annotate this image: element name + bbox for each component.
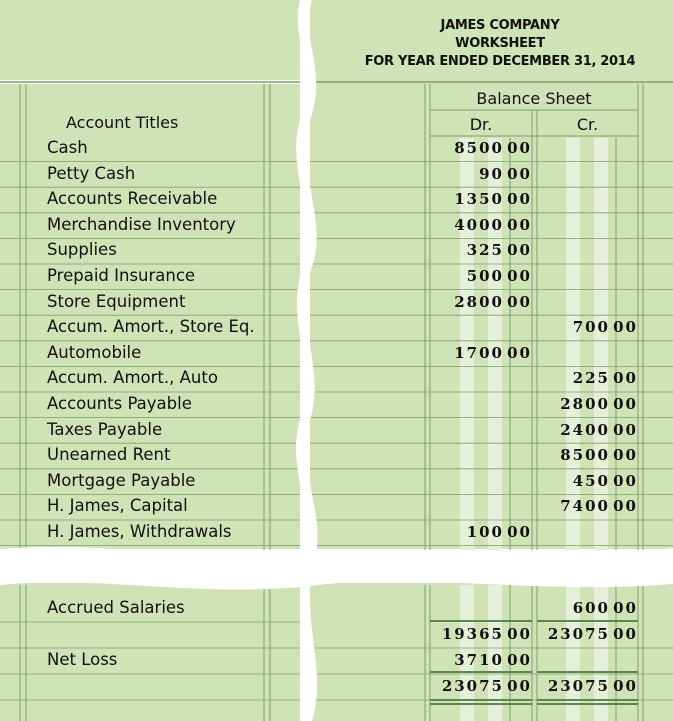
credit-cents	[612, 238, 638, 262]
credit-cents	[612, 162, 638, 186]
net-loss-dr-dollars: 3710	[454, 651, 504, 669]
credit-dollars: 8500	[560, 446, 610, 465]
debit-dollars: 90	[479, 164, 504, 183]
credit-cents	[612, 520, 638, 544]
debit-dollars: 4000	[454, 215, 504, 234]
credit-cents: 00	[613, 395, 638, 413]
accrued-salaries-cr-dollars: 600	[572, 599, 610, 617]
account-title: Automobile	[47, 342, 142, 362]
account-title: Prepaid Insurance	[47, 266, 196, 285]
debit-cents	[506, 392, 532, 416]
debit-cents: 00	[507, 292, 532, 311]
account-title: Accum. Amort., Store Eq.	[47, 317, 255, 337]
account-title: Accounts Receivable	[47, 189, 218, 209]
account-title: Accounts Payable	[47, 394, 192, 413]
net-loss-dr-cents: 00	[507, 651, 532, 669]
credit-dollars	[537, 520, 610, 544]
debit-cents: 00	[507, 523, 532, 541]
account-title: H. James, Capital	[47, 496, 188, 516]
credit-dollars: 2800	[560, 395, 610, 413]
debit-dollars: 1700	[454, 343, 504, 362]
debit-dollars: 2800	[454, 292, 504, 311]
period-label: FOR YEAR ENDED DECEMBER 31, 2014	[364, 54, 636, 69]
credit-cents: 00	[613, 318, 638, 337]
account-title: Cash	[47, 138, 88, 157]
total-cr-dollars: 23075	[547, 677, 610, 695]
accrued-salaries-label: Accrued Salaries	[47, 598, 185, 617]
debit-cents	[506, 443, 532, 467]
account-title: Mortgage Payable	[47, 470, 196, 490]
debit-cents: 00	[507, 164, 532, 183]
credit-dollars	[537, 264, 610, 288]
debit-dollars: 1350	[454, 190, 504, 209]
debit-cents	[506, 469, 532, 493]
debit-cents	[506, 315, 532, 339]
credit-dollars: 700	[572, 318, 610, 337]
credit-dollars: 450	[572, 471, 610, 490]
account-title: Merchandise Inventory	[47, 214, 236, 234]
account-title: Petty Cash	[47, 163, 136, 183]
debit-cents: 00	[507, 215, 532, 234]
debit-cents: 00	[507, 343, 532, 362]
debit-dollars	[430, 469, 504, 493]
net-loss-label: Net Loss	[47, 650, 118, 669]
debit-dollars	[430, 366, 504, 390]
credit-cents	[612, 264, 638, 288]
credit-cents: 00	[613, 369, 638, 388]
debit-cents	[506, 418, 532, 442]
debit-cents	[506, 366, 532, 390]
subtotal-dr-cents: 00	[507, 625, 532, 643]
credit-dollars	[537, 213, 610, 237]
debit-dollars: 325	[466, 241, 504, 260]
credit-cents	[612, 187, 638, 211]
balance-sheet-header: Balance Sheet	[476, 89, 592, 108]
credit-cents: 00	[613, 420, 638, 439]
debit-cents: 00	[507, 241, 532, 260]
document-title: WORKSHEET	[455, 36, 545, 51]
credit-dollars	[537, 136, 610, 160]
credit-cents: 00	[613, 497, 638, 516]
account-titles-header: Account Titles	[66, 113, 179, 132]
company-name: JAMES COMPANY	[440, 18, 560, 33]
subtotal-cr-cents: 00	[613, 625, 638, 643]
credit-dollars	[537, 238, 610, 262]
account-title: Unearned Rent	[47, 445, 171, 465]
debit-cents: 00	[507, 139, 532, 157]
credit-cents	[612, 290, 638, 314]
subtotal-cr-dollars: 23075	[547, 625, 610, 643]
credit-dollars: 7400	[560, 497, 610, 516]
credit-header: Cr.	[576, 115, 599, 134]
credit-dollars	[537, 187, 610, 211]
account-title: Store Equipment	[47, 291, 186, 311]
credit-dollars: 225	[572, 369, 610, 388]
credit-cents: 00	[613, 446, 638, 465]
total-dr-dollars: 23075	[441, 677, 504, 695]
debit-dollars	[430, 418, 504, 442]
account-title: Supplies	[47, 240, 117, 260]
credit-cents: 00	[613, 471, 638, 490]
account-title: H. James, Withdrawals	[47, 522, 232, 541]
subtotal-dr-dollars: 19365	[441, 625, 504, 643]
debit-dollars	[430, 392, 504, 416]
total-dr-cents: 00	[507, 677, 532, 695]
debit-dollars	[430, 315, 504, 339]
credit-dollars: 2400	[560, 420, 610, 439]
debit-dollars: 500	[466, 267, 504, 285]
debit-dollars	[430, 443, 504, 467]
debit-cents: 00	[507, 190, 532, 209]
credit-dollars	[537, 341, 610, 365]
debit-cents	[506, 494, 532, 518]
account-title: Accum. Amort., Auto	[47, 368, 218, 388]
debit-dollars	[430, 494, 504, 518]
debit-cents: 00	[507, 267, 532, 285]
debit-dollars: 8500	[454, 139, 504, 157]
debit-header: Dr.	[469, 115, 493, 134]
credit-dollars	[537, 162, 610, 186]
debit-dollars: 100	[466, 523, 504, 541]
credit-cents	[612, 136, 638, 160]
accrued-salaries-cr-cents: 00	[613, 599, 638, 617]
credit-dollars	[537, 290, 610, 314]
credit-cents	[612, 341, 638, 365]
credit-cents	[612, 213, 638, 237]
account-title: Taxes Payable	[47, 419, 163, 439]
total-cr-cents: 00	[613, 677, 638, 695]
